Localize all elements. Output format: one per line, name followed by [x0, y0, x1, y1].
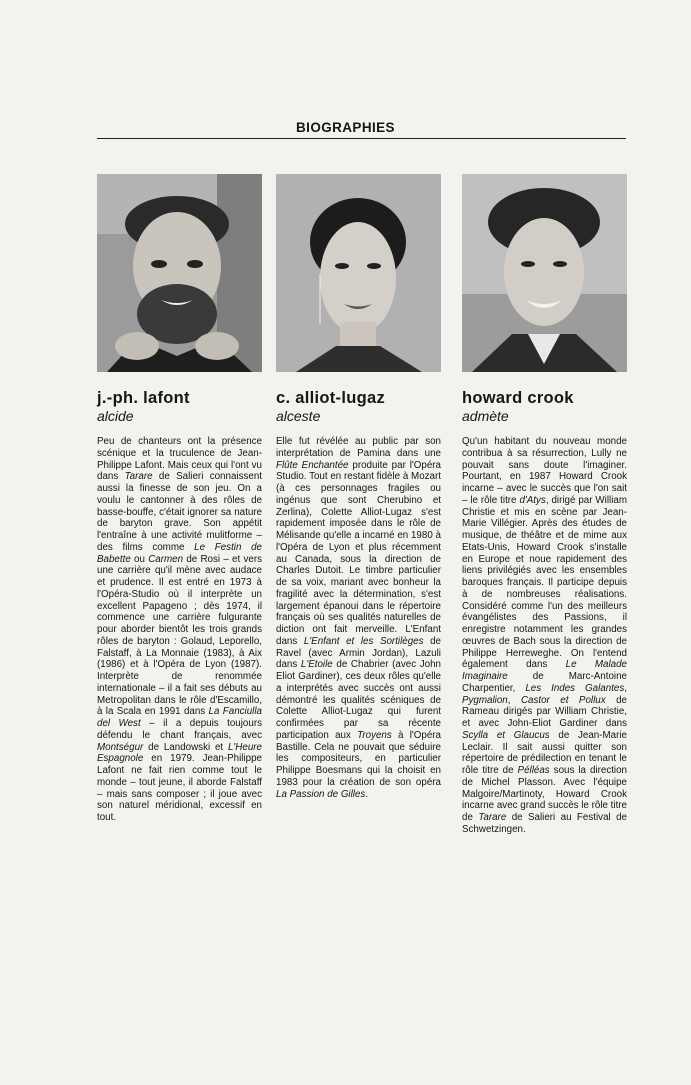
bio-title-run: d'Atys [519, 494, 546, 506]
bio-title-run: Castor et Pollux [520, 694, 606, 706]
bio-title-run: La Passion de Gilles [276, 788, 366, 800]
portrait-alliot-lugaz-image [276, 174, 441, 372]
artist-name: howard crook [462, 389, 574, 407]
bio-text-run: de Jean-Marie Leclair. Il sait aussi quitter son répertoire de prédilection en tenant le rôle titre de [462, 729, 627, 776]
bio-title-run: Les Indes Galantes [525, 682, 625, 694]
artist-name: c. alliot-lugaz [276, 389, 386, 407]
bio-text-run: Elle fut révélée au public par son interprétation de Pamina dans une [276, 436, 441, 459]
bio-text-run: sous la direction de Michel Plasson. Avec l'équipe Malgoire/Martinoty, Howard Crook incarne avec grand succès le rôle titre de [462, 765, 628, 823]
bio-title-run: La Fanciulla del West [97, 706, 262, 729]
bio-text-run: à l'Opéra Bastille. Cela ne pouvait que séduire les compositeurs, en particulier Philippe Boesmans qui la choisit en 1983 pour la création de son opéra [276, 729, 441, 788]
bio-text-run: de Ravel (avec Armin Jordan), Lazuli dans [276, 635, 442, 671]
portrait-photo-alliot-lugaz [276, 174, 441, 372]
bio-title-run: Troyens [357, 729, 392, 741]
bio-text-run: en 1979. Jean-Philippe Lafont ne fait rien comme tout le monde – tout jeune, il aborde Falstaff – mais sans composer ; il joue avec son naturel méridional, excessif en tout. [97, 753, 262, 823]
bio-text-run: de Salieri au Festival de Schwetzingen. [462, 812, 627, 835]
bio-title-run: Le Festin de Babette [97, 541, 263, 565]
artist-role: alceste [276, 408, 321, 424]
bio-text-run: ou [130, 553, 149, 565]
portrait-photo-crook [462, 174, 627, 372]
bio-title-run: Tarare [478, 812, 507, 823]
artist-role: alcide [97, 408, 134, 424]
bio-title-run: Carmen [148, 553, 184, 565]
artist-bio [462, 436, 627, 836]
bio-text-run: de Landowski et [143, 741, 228, 753]
bio-title-run: Pygmalion [462, 694, 508, 706]
bio-text-run: Peu de chanteurs ont la présence scénique et la truculence de Jean-Philippe Lafont. Mais ceux qui l'ont vu dans [97, 436, 262, 483]
bio-text-run: de Marc-Antoine Charpentier, [462, 671, 627, 694]
bio-title-run: Scylla et Glaucus [462, 729, 550, 741]
bio-title-run: Flûte Enchantée [276, 459, 349, 471]
artist-name: j.-ph. lafont [97, 389, 190, 407]
bio-text-run: – il a depuis toujours défendu le chant français, avec [97, 718, 262, 741]
bio-text-run: , dirigé par William Christie et mis en scène par Jean-Marie Villégier. Après des études de musique, de théâtre et de mime aux Etats-Unis, Howard Crook s'installe en Europe et noue rapidement des liens privilégiés avec les ensembles baroques français. Il participe depuis à de nombreuses réalisations. Considéré comme l'un des meilleurs évangélistes des Passions, il enregistre notamment les grandes œuvres de Bach sous la direction de Philippe Herreweghe. On l'entend également dans [462, 494, 627, 671]
bio-text-run: de Chabrier (avec John Eliot Gardiner), ces deux rôles qu'elle a interprétés avec succès ont aussi démontré les qualités scéniques de Colette Alliot-Lugaz qui furent confirmées par sa récente participation aux [276, 659, 442, 741]
bio-title-run: Montségur [97, 741, 144, 753]
bio-title-run: Pélléas [517, 765, 550, 776]
bio-title-run: Le Malade Imaginaire [462, 659, 627, 682]
bio-text-run: de Rameau dirigés par William Christie, et avec John-Eliot Gardiner dans [462, 694, 627, 729]
bio-title-run: Tarare [124, 471, 153, 483]
portrait-lafont-image [97, 174, 262, 372]
portrait-photo-lafont [97, 174, 262, 372]
header-rule [97, 138, 626, 139]
bio-text-run: de Rosi – et vers une carrière qu'il mène avec audace et prudence. Il est entré en 1973 à l'Opéra-Studio où il interprète un excellent Papageno ; dès 1974, il commence une carrière fulgurante pour aborder bientôt les trois grands rôles de baryton : Golaud, Leporello, Falstaff, à La Monnaie (1983), à Aix (1986) et à l'Opéra de Lyon (1987). Interprète de renommée internationale – il a fait ses débuts au Metropolitan dans le rôle d'Escamillo, à la Scala en 1991 dans [97, 553, 262, 718]
artist-column-alliot-lugaz [276, 174, 441, 800]
artist-column-lafont [97, 174, 262, 824]
artist-role: admète [462, 408, 509, 424]
bio-text-run: . [365, 788, 369, 800]
section-title: BIOGRAPHIES [296, 120, 395, 135]
bio-text-run: , [624, 682, 627, 694]
bio-text-run: Qu'un habitant du nouveau monde contribua à sa résurrection, Lully ne pouvait sans doute l'imaginer. Pourtant, en 1987 Howard Crook incarne – avec le succès que l'on sait – le rôle titre [462, 436, 627, 506]
artist-bio [97, 436, 262, 824]
bio-title-run: L'Etoile [300, 659, 333, 671]
artist-bio [276, 436, 441, 800]
portrait-crook-image [462, 174, 627, 372]
bio-text-run: , [507, 694, 521, 706]
bio-text-run: produite par l'Opéra Studio. Tout en restant fidèle à Mozart (à ces personnages fragiles ou ingénus que sont Cherubino et Zerlina), Colette Alliot-Lugaz s'est rapidement imposée dans le rôle de Mélisande qu'elle a incarné en 1980 à l'Opéra de Lyon et plus récemment au Canada, sous la direction de Charles Dutoit. Le timbre particulier de sa voix, mariant avec bonheur la fragilité avec la détermination, s'est largement épanoui dans le répertoire français où ses qualités naturelles de diction ont fait merveille. L'Enfant dans [276, 459, 441, 647]
bio-title-run: L'Heure Espagnole [97, 741, 262, 765]
bio-title-run: L'Enfant et les Sortilèges [303, 635, 424, 647]
artist-column-crook [462, 174, 627, 836]
bio-text-run: de Salieri connaissent aussi la finesse de son jeu. On a voulu le cantonner à des rôles de basse-bouffe, c'était ignorer sa nature de baryton grave. Son appétit l'entraîne à une activité mulitforme – des films comme [97, 471, 262, 553]
